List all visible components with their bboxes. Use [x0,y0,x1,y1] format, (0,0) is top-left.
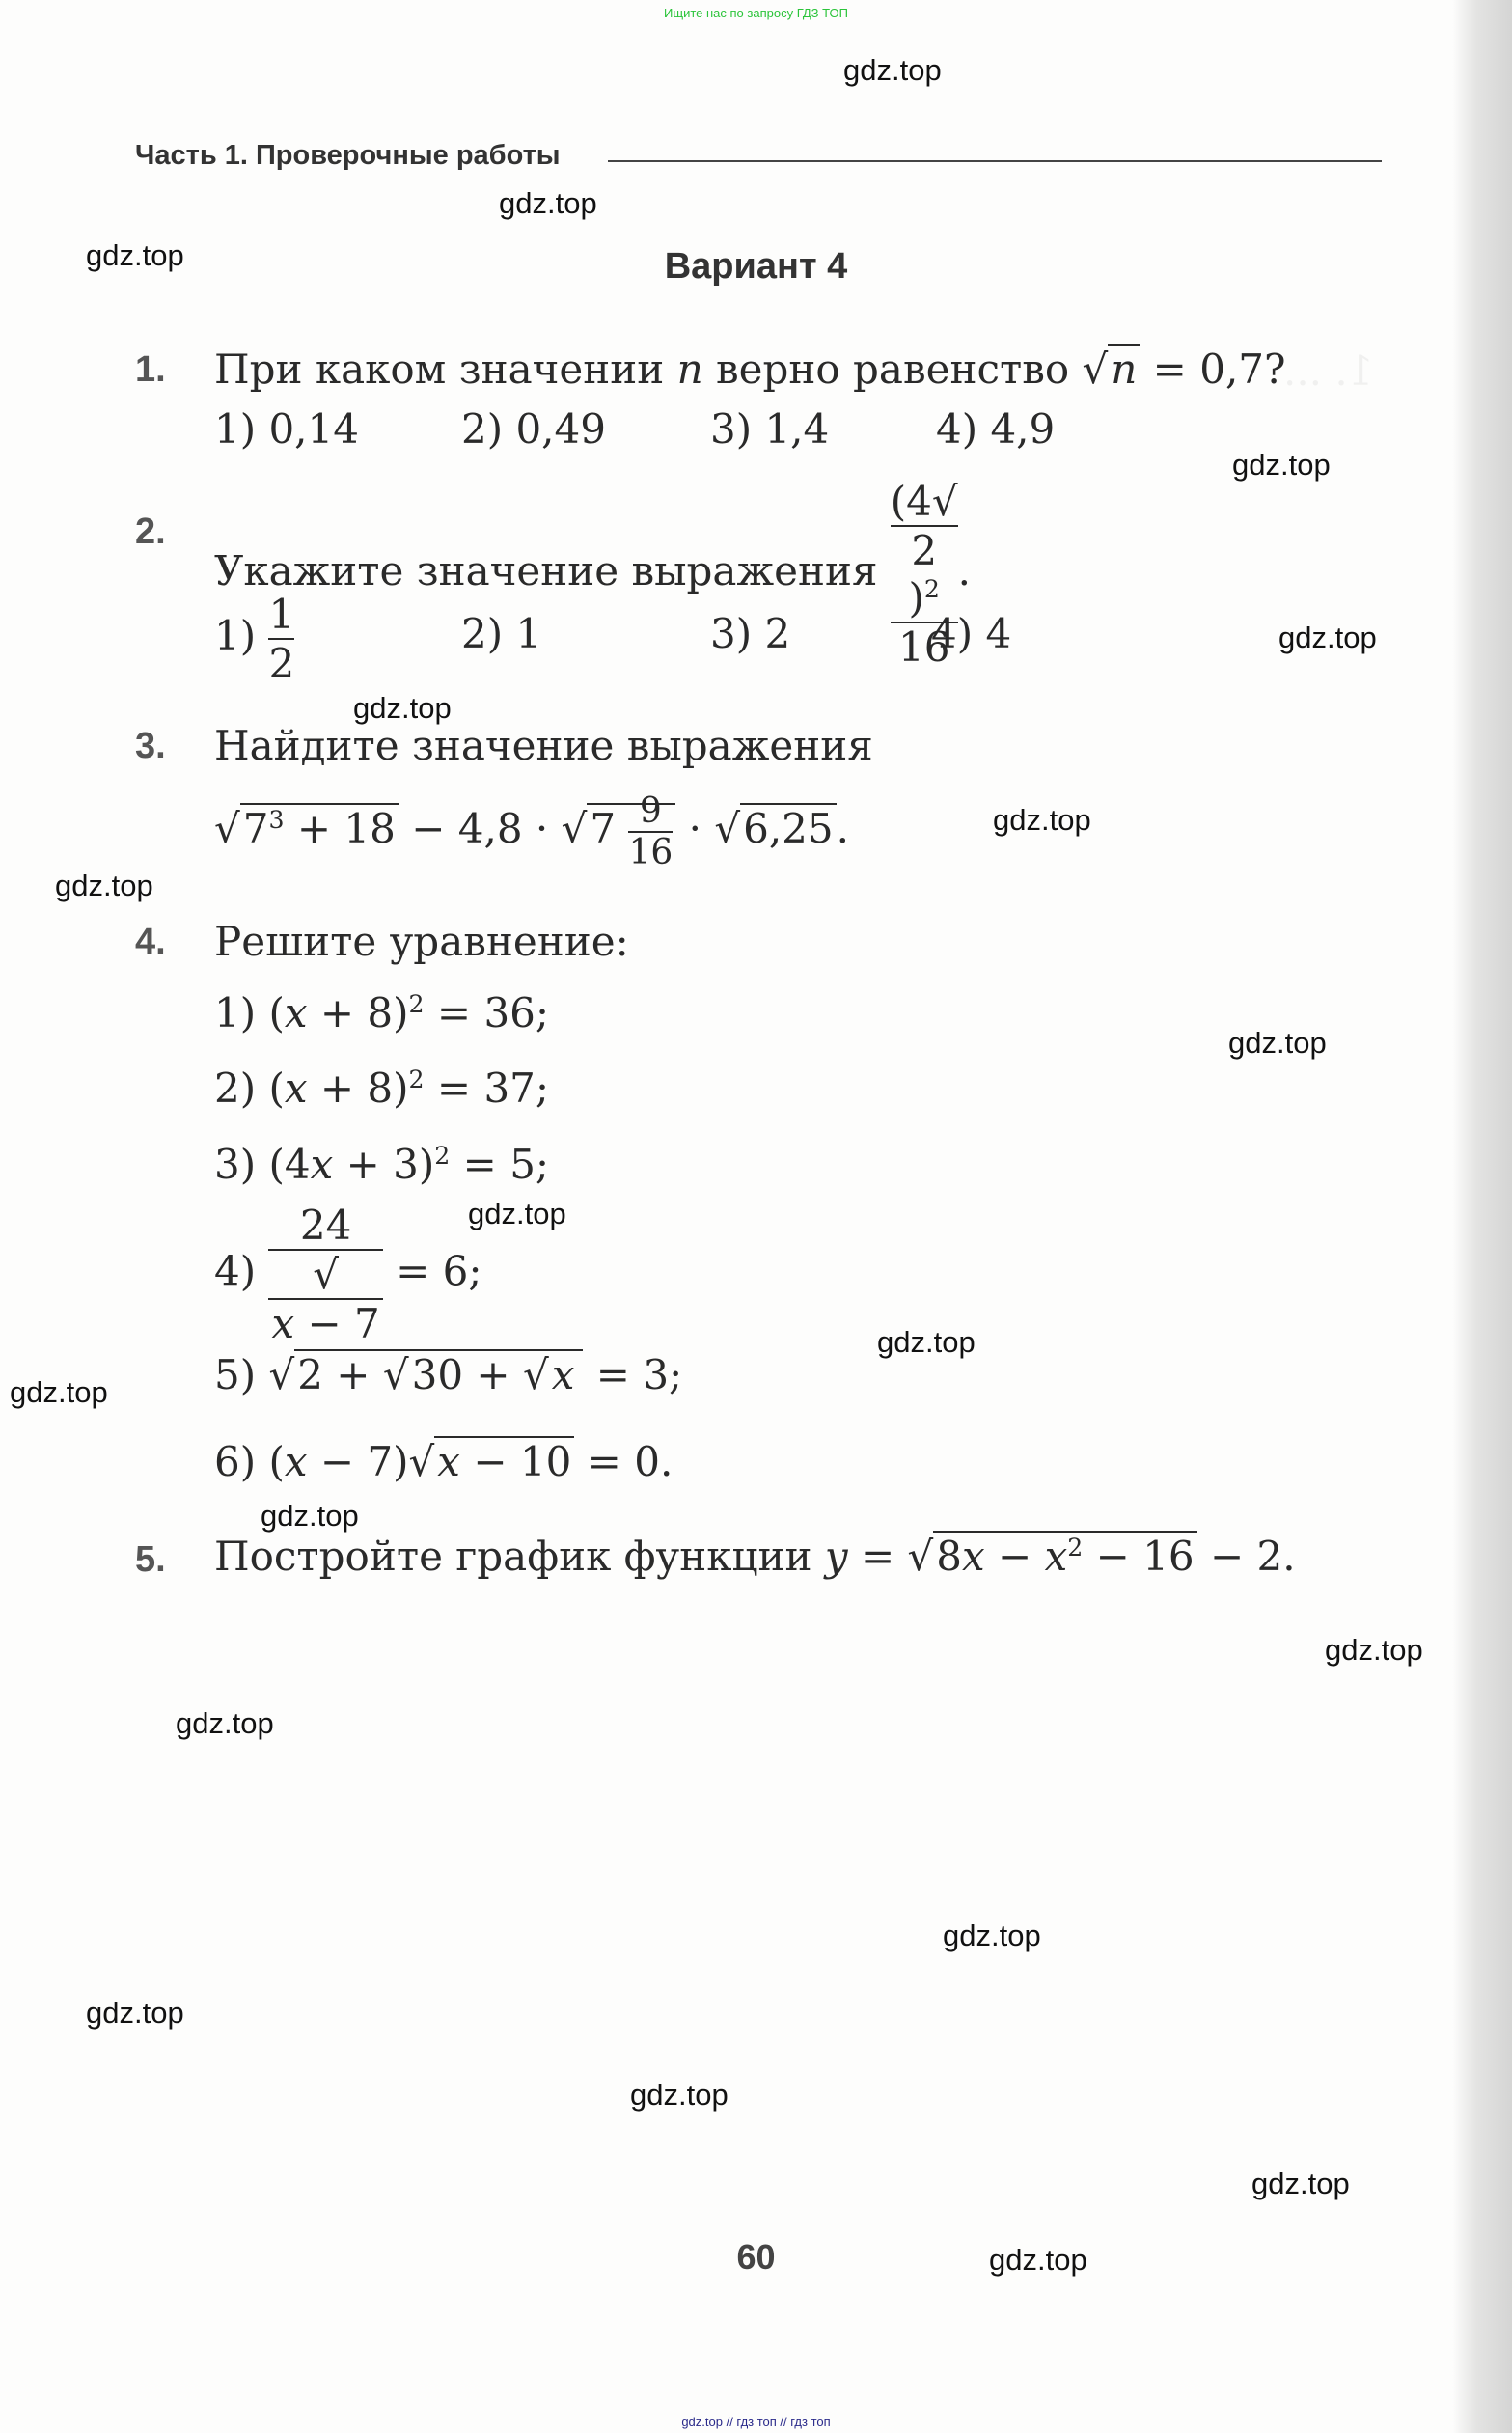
watermark: gdz.top [1251,2167,1350,2200]
task-1-number: 1. [135,349,166,390]
watermark: gdz.top [630,2078,729,2112]
task-4-item-4: 4) 24 √ x − 7 = 6; [214,1202,482,1347]
watermark: gdz.top [499,186,597,220]
watermark: gdz.top [989,2243,1087,2277]
page-number: 60 [736,2237,776,2277]
task-4-item-6: 6) (x − 7)√x − 10 = 0. [214,1438,674,1485]
page-edge-shadow [1452,0,1512,2433]
task-2-option-2: 2) 1 [461,610,542,657]
task-4-item-3: 3) $(4x + 3)^2 = 5$; [214,1141,550,1188]
task-5-text: Постройте график функции $y = √8x - x^2 - 16 - 2$. [214,1533,1296,1580]
watermark: gdz.top [55,869,153,902]
task-4-item-1: 1) $(x + 8)^2 = 36$; [214,989,550,1037]
task-1-option-4: 4) 4,9 [936,405,1056,453]
task-4-item-5: 5) √2 + √30 + √x = 3; [214,1351,683,1398]
task-3-text: Найдите значение выражения [214,722,873,769]
watermark: gdz.top [1278,621,1377,654]
task-2-option-3: 3) 2 [710,610,791,657]
watermark: gdz.top [843,53,942,87]
section-header: Часть 1. Проверочные работы [135,140,561,171]
task-2-option-4: 4) 4 [931,610,1012,657]
watermark: gdz.top [353,691,452,725]
task-1-option-3: 3) 1,4 [710,405,830,453]
watermark: gdz.top [877,1325,976,1359]
watermark: gdz.top [1325,1633,1423,1667]
watermark: gdz.top [468,1197,566,1230]
header-rule [608,160,1382,162]
task-4-text: Решите уравнение: [214,918,629,965]
watermark: gdz.top [261,1499,359,1533]
bleed-through-text: 1. ... [1283,347,1374,395]
task-3-number: 3. [135,726,166,766]
watermark: gdz.top [993,803,1091,837]
task-3-expression: $√7^3 + 18 - 4,8 \cdot √7$ $\frac{9}{16}$ · √6,25. [214,791,849,872]
watermark: gdz.top [1232,448,1331,482]
watermark: gdz.top [86,238,184,272]
watermark: gdz.top [10,1375,108,1409]
top-banner: Ищите нас по запросу ГДЗ ТОП [664,6,848,20]
variant-title: Вариант 4 [664,246,848,287]
watermark: gdz.top [176,1706,274,1740]
task-1-text: При каком значении n верно равенство √n = 0,7? [214,346,1286,393]
task-2-text: Укажите значение выражения (4√ 2 )$^2$ 16 . [214,478,972,671]
watermark: gdz.top [86,1996,184,2030]
watermark: gdz.top [943,1919,1041,1952]
task-2-option-1: 1) $\frac{1}{2}$ [214,591,295,687]
task-1-option-2: 2) 0,49 [461,405,606,453]
task-1-option-1: 1) 0,14 [214,405,359,453]
bottom-banner: gdz.top // гдз топ // гдз топ [681,2415,831,2429]
task-2-number: 2. [135,511,166,552]
watermark: gdz.top [1228,1026,1327,1060]
task-4-number: 4. [135,922,166,962]
task-4-item-2: 2) $(x + 8)^2 = 37$; [214,1064,550,1112]
task-5-number: 5. [135,1539,166,1580]
